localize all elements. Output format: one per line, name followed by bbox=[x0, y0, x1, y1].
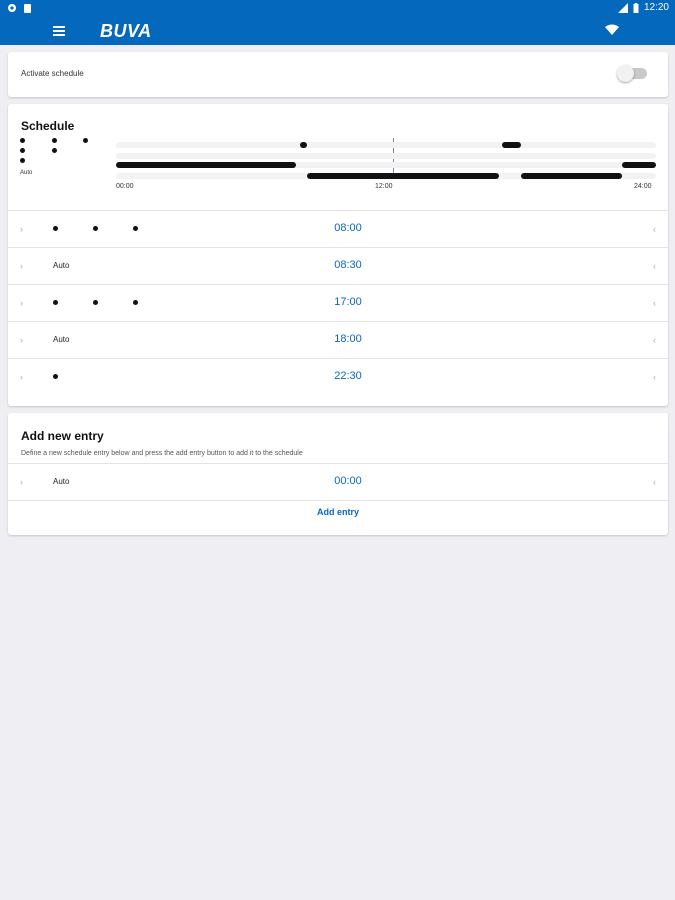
legend-auto-label: Auto bbox=[20, 170, 33, 176]
entry-time[interactable]: 22:30 bbox=[334, 370, 362, 382]
status-bar bbox=[0, 0, 675, 17]
entry-mode[interactable] bbox=[53, 359, 153, 396]
speed-dot bbox=[93, 226, 98, 231]
new-entry-row[interactable] bbox=[8, 463, 668, 500]
schedule-title: Schedule bbox=[21, 119, 75, 133]
speed-dot bbox=[53, 226, 58, 231]
timeline-segment bbox=[622, 162, 656, 168]
schedule-entry-row[interactable] bbox=[8, 247, 668, 284]
battery-icon bbox=[633, 3, 639, 13]
schedule-entry-row[interactable] bbox=[8, 284, 668, 321]
chevron-left-icon[interactable]: ‹ bbox=[653, 261, 656, 271]
timeline-segment bbox=[521, 173, 622, 179]
legend-dot bbox=[52, 138, 57, 143]
entry-time[interactable]: 17:00 bbox=[334, 296, 362, 308]
timeline-segment bbox=[307, 173, 498, 179]
add-entry-title: Add new entry bbox=[21, 429, 104, 443]
schedule-entry-row[interactable] bbox=[8, 210, 668, 247]
speed-dot bbox=[53, 300, 58, 305]
entry-time[interactable]: 18:00 bbox=[334, 333, 362, 345]
speed-dot bbox=[133, 300, 138, 305]
settings-notification-icon bbox=[7, 3, 17, 13]
activate-schedule-label: Activate schedule bbox=[21, 69, 84, 78]
legend-dot bbox=[52, 148, 57, 153]
new-entry-mode-label: Auto bbox=[53, 477, 70, 486]
entry-mode[interactable] bbox=[53, 211, 153, 248]
speed-dot bbox=[53, 374, 58, 379]
timeline-tick-end: 24:00 bbox=[634, 183, 652, 190]
legend-dot bbox=[20, 158, 25, 163]
legend-dot bbox=[20, 148, 25, 153]
activate-schedule-toggle[interactable] bbox=[617, 64, 650, 82]
status-icons-left bbox=[7, 3, 32, 13]
chevron-right-icon[interactable]: › bbox=[20, 372, 23, 382]
schedule-entry-row[interactable] bbox=[8, 358, 668, 395]
timeline-tick-start: 00:00 bbox=[116, 183, 134, 190]
status-time: 12:20 bbox=[643, 2, 669, 13]
wifi-icon bbox=[605, 24, 619, 35]
schedule-entry-row[interactable] bbox=[8, 321, 668, 358]
app-logo: BUVA bbox=[100, 21, 152, 41]
new-entry-mode[interactable] bbox=[53, 464, 153, 501]
chevron-left-icon[interactable]: ‹ bbox=[653, 477, 656, 487]
chevron-right-icon[interactable]: › bbox=[20, 224, 23, 234]
entry-mode[interactable] bbox=[53, 248, 153, 285]
toggle-knob bbox=[617, 65, 634, 82]
timeline-track bbox=[116, 142, 656, 148]
hamburger-menu-icon[interactable] bbox=[53, 24, 67, 38]
chevron-left-icon[interactable]: ‹ bbox=[653, 372, 656, 382]
chevron-right-icon[interactable]: › bbox=[20, 261, 23, 271]
new-entry-time[interactable]: 00:00 bbox=[334, 475, 362, 487]
chevron-right-icon[interactable]: › bbox=[20, 298, 23, 308]
speed-dot bbox=[133, 226, 138, 231]
speed-legend bbox=[20, 138, 110, 178]
add-entry-button[interactable]: Add entry bbox=[8, 500, 668, 535]
status-icons-right bbox=[618, 2, 669, 13]
signal-icon bbox=[618, 3, 628, 13]
entry-mode[interactable] bbox=[53, 322, 153, 359]
entry-time[interactable]: 08:30 bbox=[334, 259, 362, 271]
speed-dot bbox=[93, 300, 98, 305]
chevron-left-icon[interactable]: ‹ bbox=[653, 335, 656, 345]
add-entry-description: Define a new schedule entry below and press the add entry button to add it to the schedule bbox=[21, 450, 303, 457]
legend-dot bbox=[83, 138, 88, 143]
timeline-track bbox=[116, 153, 656, 159]
entry-mode[interactable] bbox=[53, 285, 153, 322]
timeline-segment bbox=[300, 142, 307, 148]
entry-mode-label: Auto bbox=[53, 261, 70, 270]
timeline-tick-mid: 12:00 bbox=[375, 183, 393, 190]
chevron-right-icon[interactable]: › bbox=[20, 477, 23, 487]
app-bar bbox=[0, 17, 675, 45]
entry-time[interactable]: 08:00 bbox=[334, 222, 362, 234]
chevron-right-icon[interactable]: › bbox=[20, 335, 23, 345]
legend-dot bbox=[20, 138, 25, 143]
add-entry-card bbox=[8, 413, 668, 535]
timeline-segment bbox=[502, 142, 521, 148]
activate-schedule-card bbox=[8, 52, 668, 97]
chevron-left-icon[interactable]: ‹ bbox=[653, 298, 656, 308]
timeline-segment bbox=[116, 162, 296, 168]
clipboard-notification-icon bbox=[23, 3, 32, 13]
schedule-timeline bbox=[116, 138, 656, 196]
chevron-left-icon[interactable]: ‹ bbox=[653, 224, 656, 234]
schedule-card bbox=[8, 104, 668, 406]
entry-mode-label: Auto bbox=[53, 335, 70, 344]
